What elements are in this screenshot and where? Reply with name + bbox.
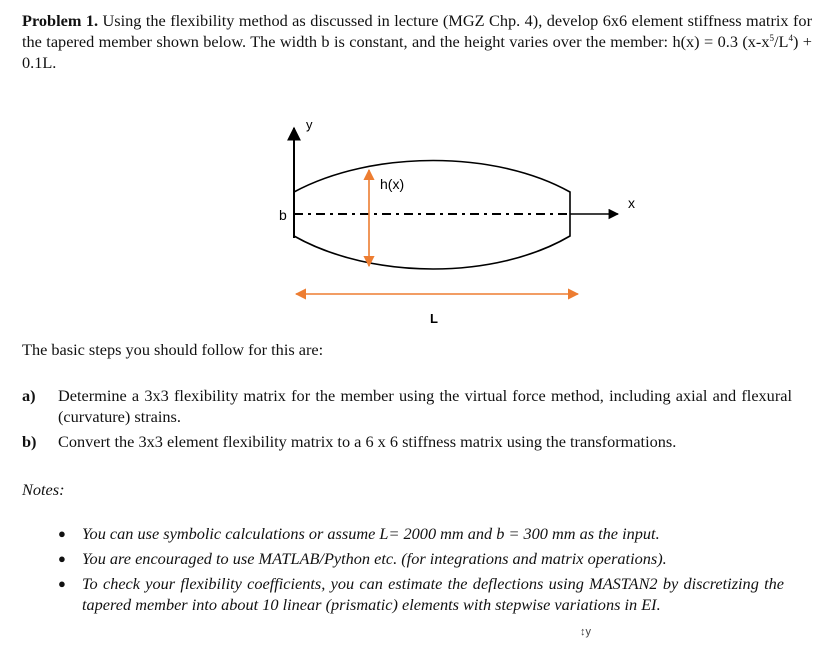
formula: h(x) = 0.3 $(x-x^5/L^4) + 0.1L$. [22,32,812,72]
note-text: You can use symbolic calculations or assume L= 2000 mm and b = 300 mm as the input. [82,524,660,543]
footer-mark: ↕y [580,626,591,638]
steps-intro: The basic steps you should follow for this are: [22,340,324,359]
step-text: Convert the 3x3 element flexibility matrix to a 6 x 6 stiffness matrix using the transformations. [58,432,677,451]
problem-label: Problem 1. [22,11,99,30]
note-text: You are encouraged to use MATLAB/Python etc. (for integrations and matrix operations). [82,549,667,568]
y-axis-label: y [306,117,313,132]
note-item [58,523,784,544]
problem-text: Using the flexibility method as discussed in lecture (MGZ Chp. 4), develop 6x6 element stiffness matrix for the tapered member shown below. The width b is constant, and the height varies over the member: [22,11,812,51]
step-item [22,385,792,427]
step-item [22,431,792,452]
step-text: Determine a 3x3 flexibility matrix for the member using the virtual force method, including axial and flexural (curvature) strains. [58,386,792,426]
bullet-icon: ● [58,551,66,566]
step-label: b) [22,432,37,451]
bullet-icon: ● [58,576,66,591]
bullet-icon: ● [58,526,66,541]
notes-heading: Notes: [22,480,65,499]
note-item [58,548,784,569]
length-label: L [430,311,438,326]
note-item [58,573,784,615]
x-axis-label: x [628,195,635,211]
note-text: To check your flexibility coefficients, you can estimate the deflections using MASTAN2 by discretizing the tapered member into about 10 linear (prismatic) elements with stepwise variations in EI. [82,574,784,614]
width-label: b [279,207,287,223]
height-label: h(x) [380,176,405,192]
step-label: a) [22,386,36,405]
